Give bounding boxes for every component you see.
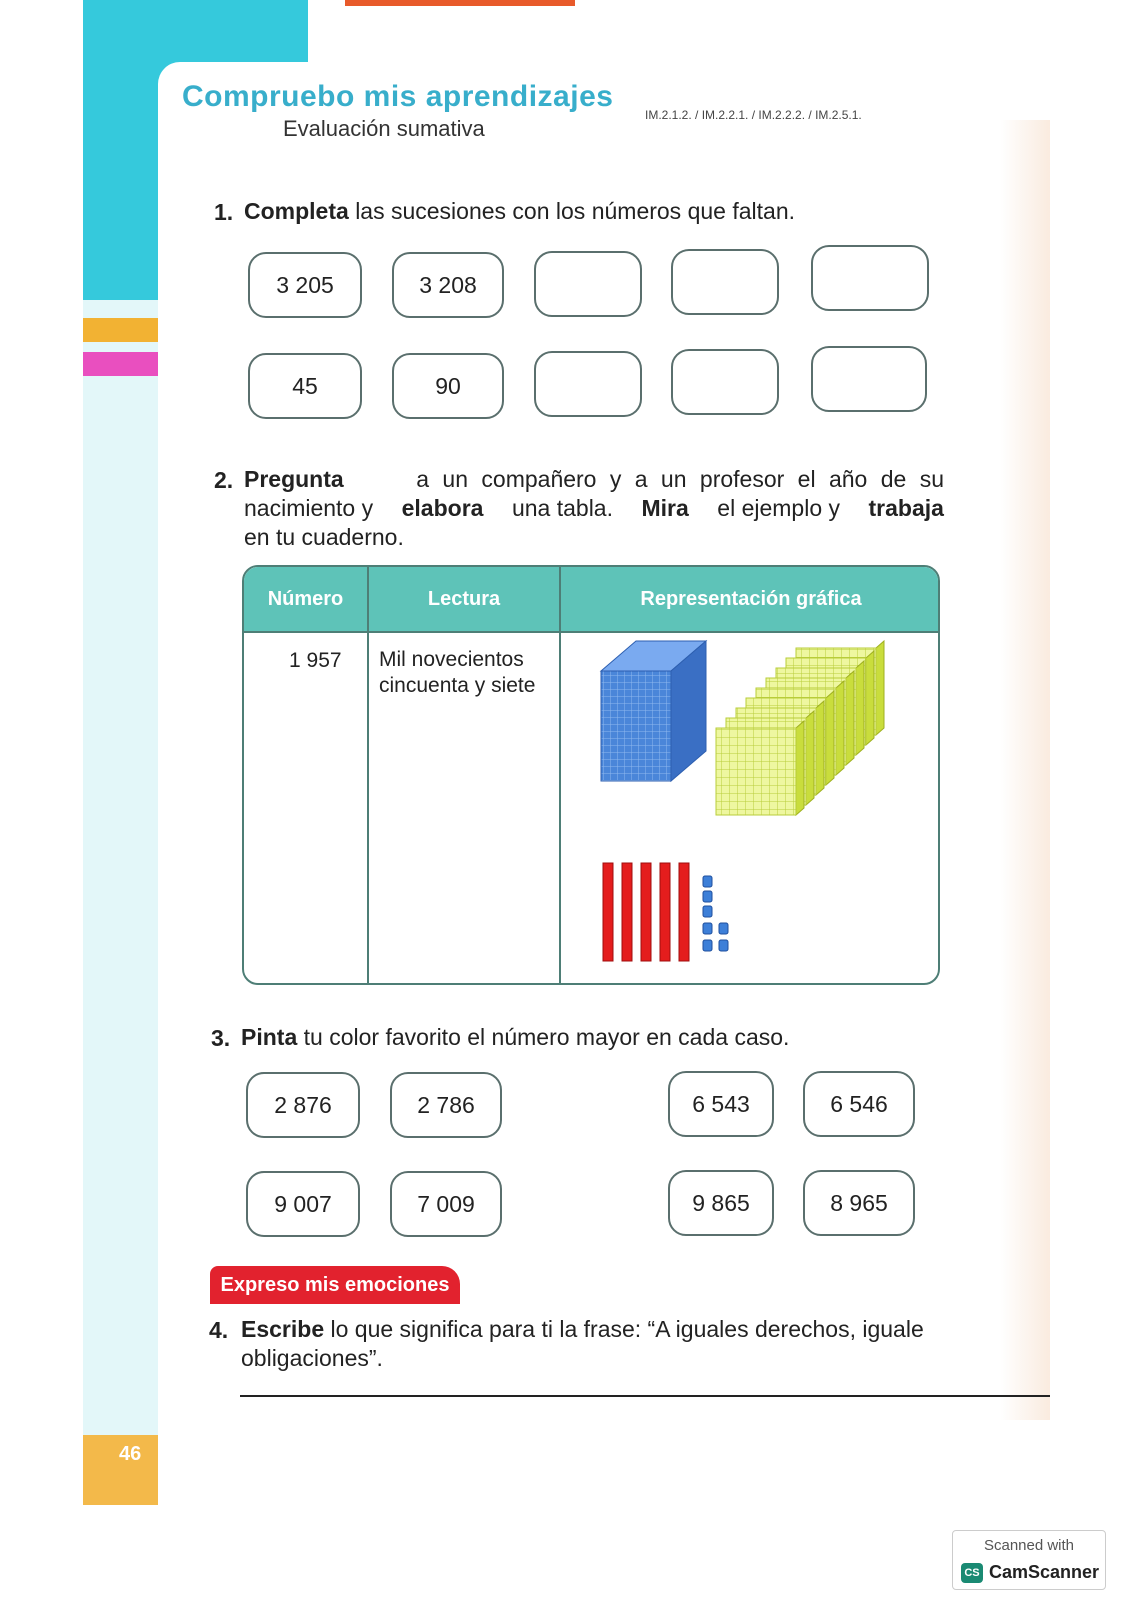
unit-cube [703,876,712,887]
q1-number: 1. [214,199,234,225]
q3-text: tu color favorito el número mayor en cada caso. [303,1024,790,1050]
page-subtitle: Evaluación sumativa [283,116,485,141]
page-curl-shadow [1000,120,1050,1420]
header-lectura: Lectura [427,587,501,610]
header-representacion: Representación gráfica [640,587,862,610]
sequence2-box-1: 45 [248,353,362,419]
watermark-caption: Scanned with [983,1537,1075,1554]
compare-box-9007[interactable]: 9 007 [246,1171,360,1237]
q4-text-1: lo que significa para ti la frase: “A iguales derechos, iguale [330,1316,924,1342]
q2-verb-elabora: elabora [401,495,484,521]
table-col-divider-1 [367,567,369,983]
q4-prompt [241,1315,1051,1373]
compare-box-6543[interactable]: 6 543 [668,1071,774,1137]
q2-number: 2. [214,467,234,493]
q2-line-1 [244,465,944,494]
ten-rod [679,863,689,961]
unit-cube [719,940,728,951]
hundred-flats [716,641,884,815]
q3-number: 3. [211,1025,231,1051]
sequence1-box-5[interactable] [811,245,929,311]
sequence2-box-4[interactable] [671,349,779,415]
sequence1-box-1: 3 205 [248,252,362,318]
decorative-top-bar [345,0,575,6]
watermark-brand: CamScanner [989,1562,1100,1582]
sequence2-box-2: 90 [392,353,504,419]
curriculum-codes: IM.2.1.2. / IM.2.2.1. / IM.2.2.2. / IM.2.5.1. [645,108,862,122]
q3-verb: Pinta [241,1024,298,1050]
ten-rods [603,863,689,961]
ten-rod [660,863,670,961]
sequence1-box-4[interactable] [671,249,779,315]
q2-prompt [244,465,944,552]
q1-verb: Completa [244,198,349,224]
reading-line-2: cincuenta y siete [379,674,536,697]
decorative-orange-tab [83,318,158,342]
camscanner-logo-icon: CS [961,1563,983,1583]
emotions-section-badge: Expreso mis emociones [210,1266,460,1304]
q1-prompt [244,197,795,226]
ten-rod [603,863,613,961]
q4-number: 4. [209,1317,229,1343]
hundred-flat [716,721,804,815]
ten-rod [622,863,632,961]
compare-box-9865[interactable]: 9 865 [668,1170,774,1236]
unit-cube [703,906,712,917]
unit-cube [703,923,712,934]
q2-text-2b: una tabla. [511,495,613,521]
q2-text-2a: nacimiento y [244,495,374,521]
sequence2-box-3[interactable] [534,351,642,417]
unit-cube [703,891,712,902]
sequence1-box-3[interactable] [534,251,642,317]
sequence2-box-5[interactable] [811,346,927,412]
compare-box-2786[interactable]: 2 786 [390,1072,502,1138]
header-numero: Número [267,587,344,610]
q2-verb-mira: Mira [641,495,689,521]
page-title: Compruebo mis aprendizajes [182,80,614,113]
thousand-cube [601,641,706,781]
q4-verb: Escribe [241,1316,325,1342]
unit-cube [703,940,712,951]
decorative-cyan-block-top [158,0,308,62]
q4-line-1 [241,1315,1051,1344]
q3-prompt [241,1023,789,1052]
reading-line-1: Mil novecientos [379,648,524,671]
base-ten-blocks-graphic [561,633,940,983]
sequence1-box-2: 3 208 [392,252,504,318]
q2-verb-pregunta: Pregunta [244,466,344,492]
q2-text-2c: el ejemplo y [717,495,841,521]
q2-line-2 [244,494,944,523]
table-cell-reading [379,647,559,699]
unit-cube [719,923,728,934]
table-cell-number: 1 957 [289,649,342,672]
decorative-pink-tab [83,352,158,376]
compare-box-2876[interactable]: 2 876 [246,1072,360,1138]
compare-box-6546[interactable]: 6 546 [803,1071,915,1137]
compare-box-7009[interactable]: 7 009 [390,1171,502,1237]
compare-box-8965[interactable]: 8 965 [803,1170,915,1236]
q2-verb-trabaja: trabaja [868,495,944,521]
q2-text-1: a un compañero y a un profesor el año de su [416,466,944,492]
q4-text-2: obligaciones”. [241,1345,383,1371]
page-number-tab [83,1435,158,1505]
page-number: 46 [119,1443,142,1465]
camscanner-watermark [952,1530,1106,1590]
ten-rod [641,863,651,961]
example-table [242,565,940,985]
q2-text-3: en tu cuaderno. [244,524,404,550]
q1-text: las sucesiones con los números que faltan. [355,198,795,224]
answer-line[interactable] [240,1395,1050,1397]
unit-cubes [703,876,728,951]
